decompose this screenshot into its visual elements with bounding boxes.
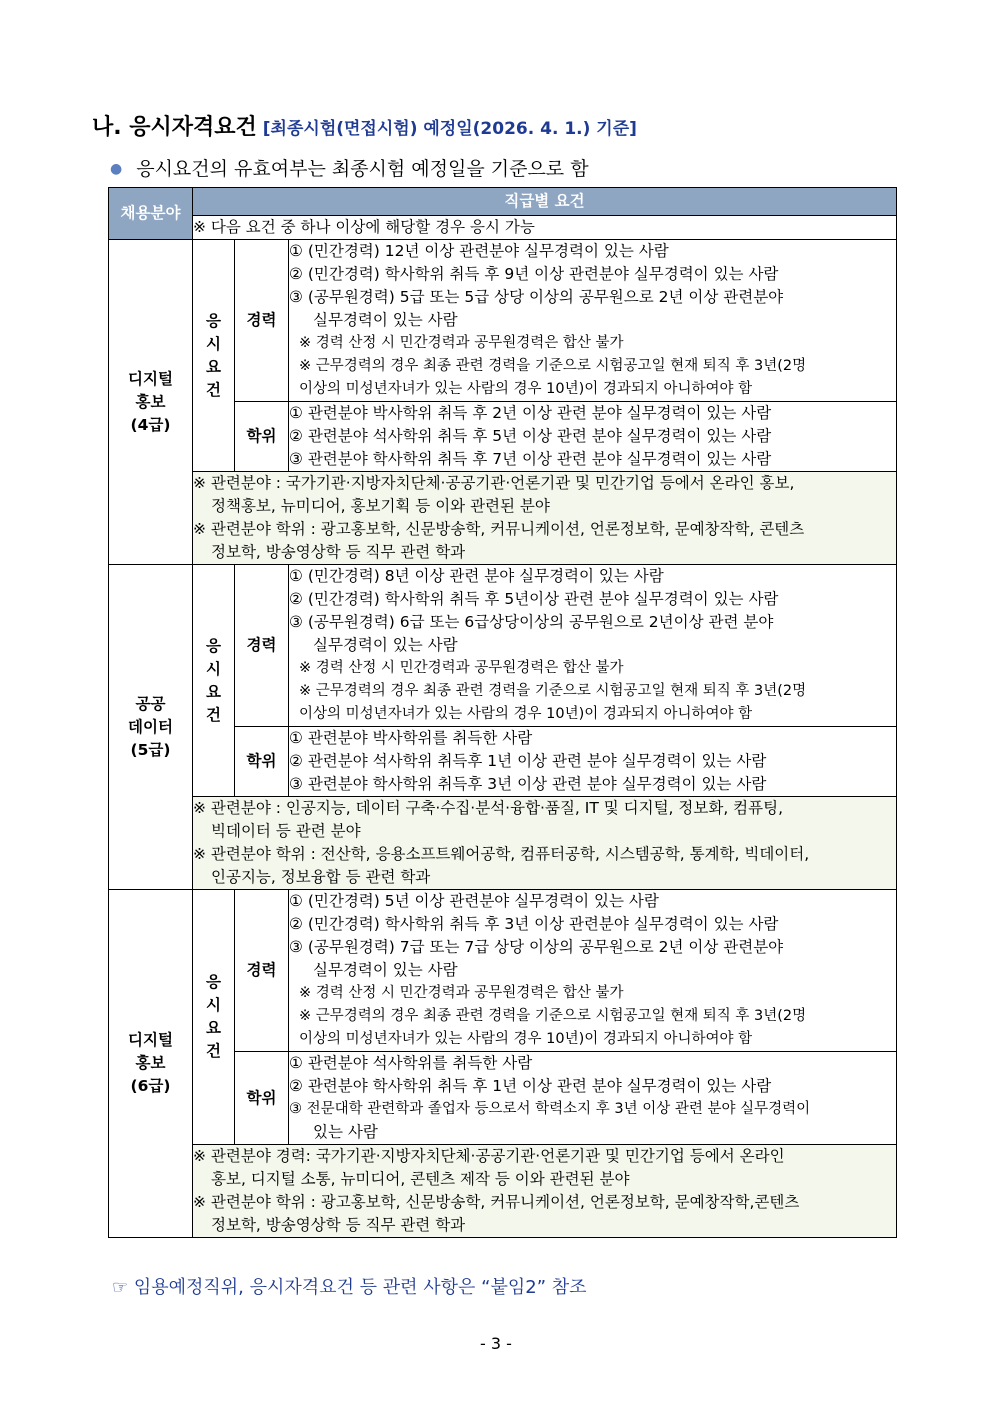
career-list: ① (민간경력) 5년 이상 관련분야 실무경력이 있는 사람 ② (민간경력) 학사학위 취득 후 3년 이상 관련분야 실무경력이 있는 사람 ③ (공무원경력) 7급 또는 7급 상당 이상의 공무원으로 2년 이상 관련분야 실무경력이 있는 사람 ※ 경력 산정 시 민간경력과 공무원경력은 합산 불가 ※ 근무경력의 경우 최종 관련 경력을 기준으로 시험공고일 현재 퇴직 후 3년(2명 이상의 미성년자녀가 있는 사람의 경우 10년)이 경과되지 아니하여야 함 bbox=[289, 890, 897, 1052]
degree-label: 학위 bbox=[235, 402, 289, 472]
degree-list: ① 관련분야 박사학위 취득 후 2년 이상 관련 분야 실무경력이 있는 사람 ② 관련분야 석사학위 취득 후 5년 이상 관련 분야 실무경력이 있는 사람 ③ 관련분야 학사학위 취득 후 7년 이상 관련 분야 실무경력이 있는 사람 bbox=[289, 402, 897, 472]
career-label: 경력 bbox=[235, 890, 289, 1052]
bullet-text: 응시요건의 유효여부는 최종시험 예정일을 기준으로 함 bbox=[136, 158, 589, 180]
notes-cell: ※ 관련분야 경력: 국가기관·지방자치단체·공공기관·언론기관 및 민간기업 등에서 온라인 홍보, 디지털 소통, 뉴미디어, 콘텐츠 제작 등 이와 관련된 분야 ※ 관련분야 학위 : 광고홍보학, 신문방송학, 커뮤니케이션, 언론정보학, 문예창작학,콘텐츠 정보학, 방송영상학 등 직무 관련 학과 bbox=[193, 1145, 897, 1238]
degree-label: 학위 bbox=[235, 1052, 289, 1145]
heading-sub: [최종시험(면접시험) 예정일(2026. 4. 1.) 기준] bbox=[262, 119, 637, 139]
degree-list: ① 관련분야 박사학위를 취득한 사람 ② 관련분야 석사학위 취득후 1년 이상 관련 분야 실무경력이 있는 사람 ③ 관련분야 학사학위 취득후 3년 이상 관련 분야 실무경력이 있는 사람 bbox=[289, 727, 897, 797]
career-list: ① (민간경력) 12년 이상 관련분야 실무경력이 있는 사람 ② (민간경력) 학사학위 취득 후 9년 이상 관련분야 실무경력이 있는 사람 ③ (공무원경력) 5급 또는 5급 상당 이상의 공무원으로 2년 이상 관련분야 실무경력이 있는 사람 ※ 경력 산정 시 민간경력과 공무원경력은 합산 불가 ※ 근무경력의 경우 최종 관련 경력을 기준으로 시험공고일 현재 퇴직 후 3년(2명 이상의 미성년자녀가 있는 사람의 경우 10년)이 경과되지 아니하여야 함 bbox=[289, 240, 897, 402]
career-label: 경력 bbox=[235, 565, 289, 727]
degree-list: ① 관련분야 석사학위를 취득한 사람 ② 관련분야 학사학위 취득 후 1년 이상 관련 분야 실무경력이 있는 사람 ③ 전문대학 관련학과 졸업자 등으로서 학력소지 후 3년 이상 관련 분야 실무경력이 있는 사람 bbox=[289, 1052, 897, 1145]
col-field-header: 채용분야 bbox=[109, 188, 193, 240]
notice-text: ※ 다음 요건 중 하나 이상에 해당할 경우 응시 가능 bbox=[193, 216, 897, 240]
career-label: 경력 bbox=[235, 240, 289, 402]
section-heading bbox=[92, 110, 637, 141]
career-list: ① (민간경력) 8년 이상 관련 분야 실무경력이 있는 사람 ② (민간경력) 학사학위 취득 후 5년이상 관련 분야 실무경력이 있는 사람 ③ (공무원경력) 6급 또는 6급상당이상의 공무원으로 2년이상 관련 분야 실무경력이 있는 사람 ※ 경력 산정 시 민간경력과 공무원경력은 합산 불가 ※ 근무경력의 경우 최종 관련 경력을 기준으로 시험공고일 현재 퇴직 후 3년(2명 이상의 미성년자녀가 있는 사람의 경우 10년)이 경과되지 아니하여야 함 bbox=[289, 565, 897, 727]
bullet-line bbox=[110, 154, 589, 181]
page-number: - 3 - bbox=[480, 1334, 512, 1353]
field-cell: 디지털 홍보 (4급) bbox=[109, 240, 193, 565]
requirements-table bbox=[108, 187, 897, 1238]
field-cell: 디지털 홍보 (6급) bbox=[109, 890, 193, 1238]
notes-cell: ※ 관련분야 : 국가기관·지방자치단체·공공기관·언론기관 및 민간기업 등에서 온라인 홍보, 정책홍보, 뉴미디어, 홍보기획 등 이와 관련된 분야 ※ 관련분야 학위 : 광고홍보학, 신문방송학, 커뮤니케이션, 언론정보학, 문예창작학, 콘텐츠 정보학, 방송영상학 등 직무 관련 학과 bbox=[193, 472, 897, 565]
heading-title: 나. 응시자격요건 bbox=[92, 115, 257, 140]
degree-label: 학위 bbox=[235, 727, 289, 797]
field-cell: 공공 데이터 (5급) bbox=[109, 565, 193, 890]
col-req-header: 직급별 요건 bbox=[193, 188, 897, 216]
vertical-label: 응 시 요 건 bbox=[193, 565, 235, 797]
notes-cell: ※ 관련분야 : 인공지능, 데이터 구축·수집·분석·융합·품질, IT 및 디지털, 정보화, 컴퓨팅, 빅데이터 등 관련 분야 ※ 관련분야 학위 : 전산학, 응용소프트웨어공학, 컴퓨터공학, 시스템공학, 통계학, 빅데이터, 인공지능, 정보융합 등 관련 학과 bbox=[193, 797, 897, 890]
bullet-dot-icon: ● bbox=[110, 161, 123, 177]
vertical-label: 응 시 요 건 bbox=[193, 890, 235, 1145]
reference-note: ☞ 임용예정직위, 응시자격요건 등 관련 사항은 “붙임2” 참조 bbox=[112, 1277, 587, 1298]
vertical-label: 응 시 요 건 bbox=[193, 240, 235, 472]
